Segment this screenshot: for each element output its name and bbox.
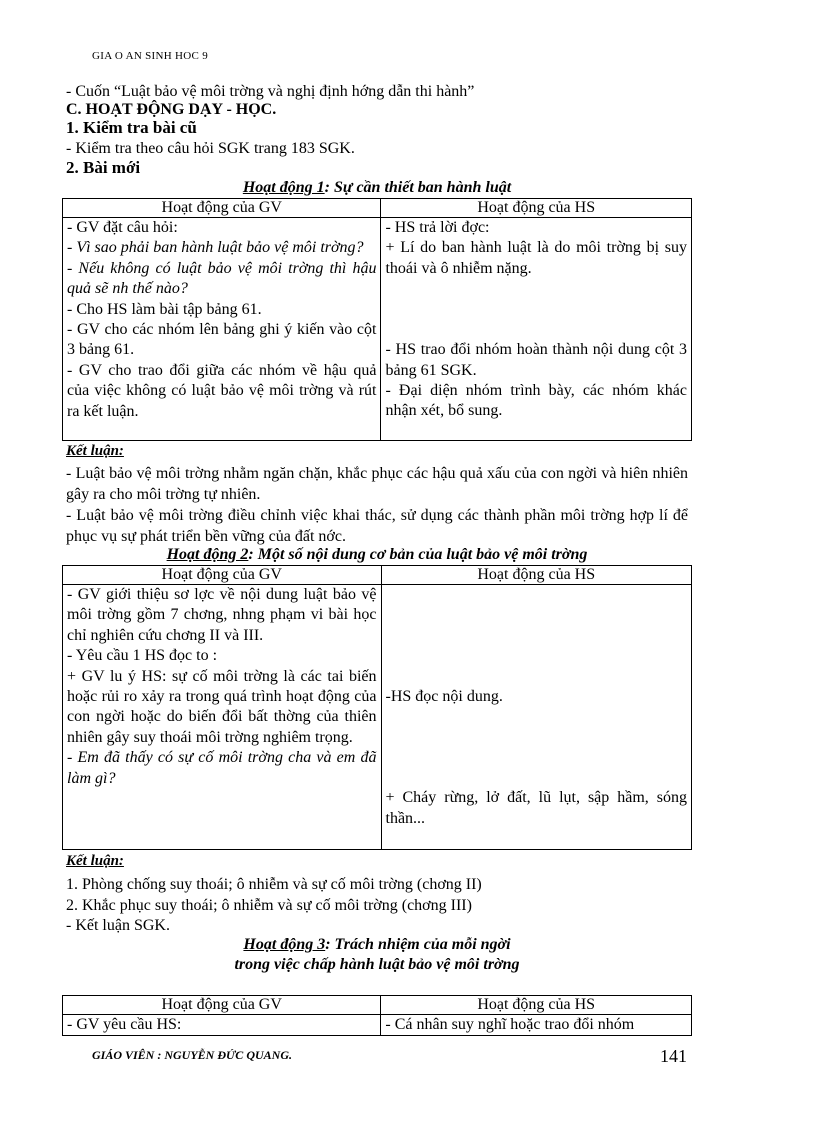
a1-hs-item: - Đại diện nhóm trình bày, các nhóm khác nhận xét, bổ sung. <box>385 382 687 420</box>
activity-3-gv-cell <box>63 1015 381 1036</box>
activity-2-table <box>62 565 692 850</box>
a2-gv-item: + GV lu ý HS: sự cố môi trờng là các tai biến hoặc rủi ro xảy ra trong quá trình hoạt động của con ngời hoặc do biến đổi bất thờng của thiên nhiên gây suy thoái môi trờng nghiêm trọng. <box>67 667 377 746</box>
activity-3-label: Hoạt động 3 <box>243 936 326 953</box>
activity-3-title <box>62 936 692 954</box>
a2-hs-item: + Cháy rừng, lở đất, lũ lụt, sập hầm, sóng thần... <box>385 789 687 827</box>
activity-3-col-gv: Hoạt động của GV <box>63 996 381 1015</box>
activity-3-hs-cell <box>381 1015 692 1036</box>
a1-conclusion-item: - Luật bảo vệ môi trờng điều chỉnh việc khai thác, sử dụng các thành phần môi trờng hợp lí để phục vụ sự phát triển bền vững của đất nớc. <box>66 507 688 545</box>
page-number: 141 <box>660 1046 687 1066</box>
footer-teacher: GIÁO VIÊN : NGUYỄN ĐỨC QUANG. <box>92 1048 292 1062</box>
a1-gv-item: - Nếu không có luật bảo vệ môi trờng thì hậu quả sẽ nh thế nào? <box>67 259 377 298</box>
activity-2-gv-cell <box>63 585 382 850</box>
a1-gv-item: - Cho HS làm bài tập bảng 61. <box>67 300 262 318</box>
activity-2-title <box>62 546 692 564</box>
activity-2-hs-cell <box>381 585 692 850</box>
activity-3-title-line2: trong việc chấp hành luật bảo vệ môi trờng <box>234 956 520 973</box>
intro-line: - Cuốn “Luật bảo vệ môi trờng và nghị định hớng dẫn thi hành” <box>66 83 475 100</box>
a3-hs-item: - Cá nhân suy nghĩ hoặc trao đổi nhóm <box>385 1016 635 1033</box>
activity-1-conclusion-label: Kết luận: <box>66 443 124 459</box>
page-header: GIA O AN SINH HOC 9 <box>92 50 209 62</box>
activity-2-conclusion <box>66 875 482 937</box>
section-2-heading: 2. Bài mới <box>66 158 141 177</box>
activity-1-col-gv: Hoạt động của GV <box>63 199 381 218</box>
a2-conclusion-item: - Kết luận SGK. <box>66 917 170 934</box>
a1-gv-item: - GV đặt câu hỏi: <box>67 219 178 236</box>
a1-gv-item: - GV cho các nhóm lên bảng ghi ý kiến vào cột 3 bảng 61. <box>67 321 377 359</box>
activity-1-gv-cell <box>63 218 381 441</box>
activity-2-label: Hoạt động 2 <box>166 546 249 563</box>
a2-hs-item: -HS đọc nội dung. <box>385 688 503 705</box>
a1-conclusion-item: - Luật bảo vệ môi trờng nhằm ngăn chặn, khắc phục các hậu quả xấu của con ngời và hiên nhiên gây ra cho môi trờng tự nhiên. <box>66 465 688 503</box>
a1-hs-item: - HS trao đổi nhóm hoàn thành nội dung cột 3 bảng 61 SGK. <box>385 341 687 379</box>
section-1-heading: 1. Kiểm tra bài cũ <box>66 118 197 137</box>
activity-1-table <box>62 198 692 441</box>
activity-2-conclusion-label: Kết luận: <box>66 853 124 869</box>
activity-2-title-text: : Một số nội dung cơ bản của luật bảo vệ môi trờng <box>248 546 588 563</box>
activity-3-table <box>62 995 692 1036</box>
a2-gv-item: - Em đã thấy có sự cố môi trờng cha và em đã làm gì? <box>67 749 377 787</box>
a2-gv-item: - Yêu cầu 1 HS đọc to : <box>67 647 218 665</box>
a1-gv-item: - Vì sao phải ban hành luật bảo vệ môi trờng? <box>67 239 364 257</box>
activity-3-col-hs: Hoạt động của HS <box>381 996 692 1015</box>
section-c-heading: C. HOẠT ĐỘNG DẠY - HỌC. <box>66 101 277 118</box>
activity-3-title-line1: : Trách nhiệm của mỗi ngời <box>325 936 511 953</box>
activity-1-col-hs: Hoạt động của HS <box>381 199 692 218</box>
a1-hs-item: + Lí do ban hành luật là do môi trờng bị suy thoái và ô nhiễm nặng. <box>385 239 687 277</box>
activity-2-col-gv: Hoạt động của GV <box>63 566 382 585</box>
activity-1-conclusion <box>66 463 688 547</box>
a3-gv-item: - GV yêu cầu HS: <box>67 1016 182 1033</box>
activity-1-hs-cell <box>381 218 692 441</box>
a2-gv-item: - GV giới thiệu sơ lợc về nội dung luật bảo vệ môi trờng gồm 7 chơng, nhng phạm vi bài học chỉ nghiên cứu chơng II và III. <box>67 586 377 644</box>
activity-1-title-text: : Sự cần thiết ban hành luật <box>324 179 512 196</box>
activity-1-label: Hoạt động 1 <box>242 179 325 196</box>
a1-hs-item: - HS trả lời đợc: <box>385 219 490 236</box>
check-line: - Kiểm tra theo câu hỏi SGK trang 183 SGK. <box>66 140 355 157</box>
a2-conclusion-item: 2. Khắc phục suy thoái; ô nhiễm và sự cố môi trờng (chơng III) <box>66 896 472 914</box>
a2-conclusion-item: 1. Phòng chống suy thoái; ô nhiễm và sự cố môi trờng (chơng II) <box>66 876 482 893</box>
a1-gv-item: - GV cho trao đổi giữa các nhóm về hậu quả của việc không có luật bảo vệ môi trờng và rút ra kết luận. <box>67 361 377 420</box>
activity-1-title <box>62 179 692 197</box>
activity-2-col-hs: Hoạt động của HS <box>381 566 692 585</box>
